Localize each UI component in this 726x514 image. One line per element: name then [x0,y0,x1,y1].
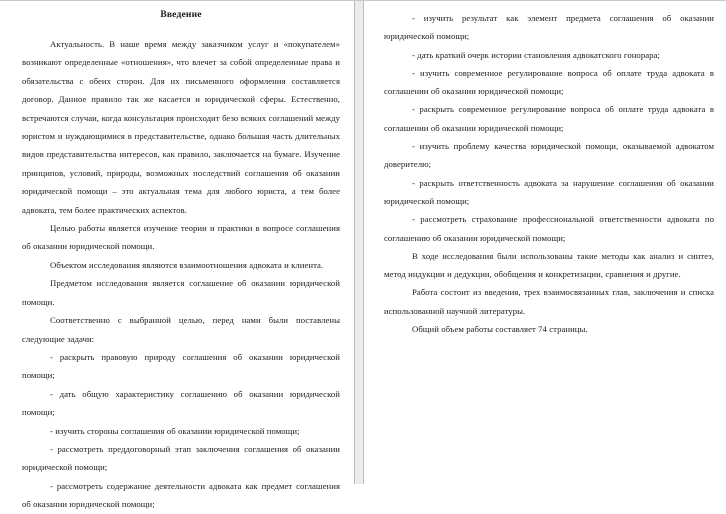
task-item-4: - рассмотреть преддоговорный этап заключения соглашения об оказании юридической помощи; [22,443,340,473]
viewer-top-divider [0,0,726,1]
task-item-2: - дать общую характеристику соглашению об оказании юридической помощи; [22,388,340,418]
page-left-body [22,0,340,514]
paragraph-relevance: Актуальность. В наше время между заказчиком услуг и «покупателем» возникают определенные «отношения», что влечет за собой определенные права и обязательства с обеих сторон. Для их письменного оформления составляется договор. Данное правило так же касается и юридической сферы. Естественно, встречаются случаи, когда консультация происходит безо всяких соглашений между юристом и нуждающимися в представительстве, однако большая часть длительных видов представительства интересов, как правило, заключается на бумаге. Изучение принципов, условий, природы, возможных последствий соглашения об оказании юридической помощи – это актуальная тема для любого юриста, а тем более адвоката, тем более практических аспектов. [22,39,340,215]
paragraph-object: Объектом исследования являются взаимоотношения адвоката и клиента. [50,259,324,270]
page-title: Введение [160,10,202,20]
task-item-5: - рассмотреть содержание деятельности адвоката как предмет соглашения об оказании юридической помощи; [22,480,340,510]
page-right-body [384,0,714,338]
task-item-10: - изучить проблему качества юридической помощи, оказываемой адвокатом доверителю; [384,141,714,170]
paragraph-methods: В ходе исследования были использованы такие методы как анализ и синтез, метод индукции и дедукции, обобщения и конкретизации, сравнения и другие. [384,250,714,280]
task-item-7: - дать краткий очерк истории становления адвокатского гонорара; [412,49,660,60]
task-item-3: - изучить стороны соглашения об оказании юридической помощи; [50,425,300,436]
paragraph-subject: Предметом исследования является соглашение об оказании юридической помощи. [22,278,340,307]
paragraph-volume: Общий объем работы составляет 74 страницы. [412,324,588,335]
paragraph-tasks-intro: Соответственно с выбранной целью, перед нами были поставлены следующие задачи: [22,315,340,344]
task-item-9: - раскрыть современное регулирование вопроса об оплате труда адвоката в соглашении об оказании юридической помощи; [384,104,714,133]
task-item-1: - раскрыть правовую природу соглашения об оказании юридической помощи; [22,351,340,381]
document-page-left [0,0,355,510]
paragraph-goal: Целью работы является изучение теории и практики в вопросе соглашения об оказании юридической помощи. [22,223,340,252]
task-item-6: - изучить результат как элемент предмета соглашения об оказании юридической помощи; [384,13,714,42]
paragraph-structure: Работа состоит из введения, трех взаимосвязанных глав, заключения и списка использованной научной литературы. [384,287,714,316]
task-item-11: - раскрыть ответственность адвоката за нарушение соглашения об оказании юридической помощи; [384,177,714,206]
page-gutter [355,0,363,484]
task-item-12: - рассмотреть страхование профессиональной ответственности адвоката по соглашению об оказании юридической помощи; [384,214,714,243]
document-page-right [363,0,726,484]
task-item-8: - изучить современное регулирование вопроса об оплате труда адвоката в соглашении об оказании юридической помощи; [384,67,714,97]
